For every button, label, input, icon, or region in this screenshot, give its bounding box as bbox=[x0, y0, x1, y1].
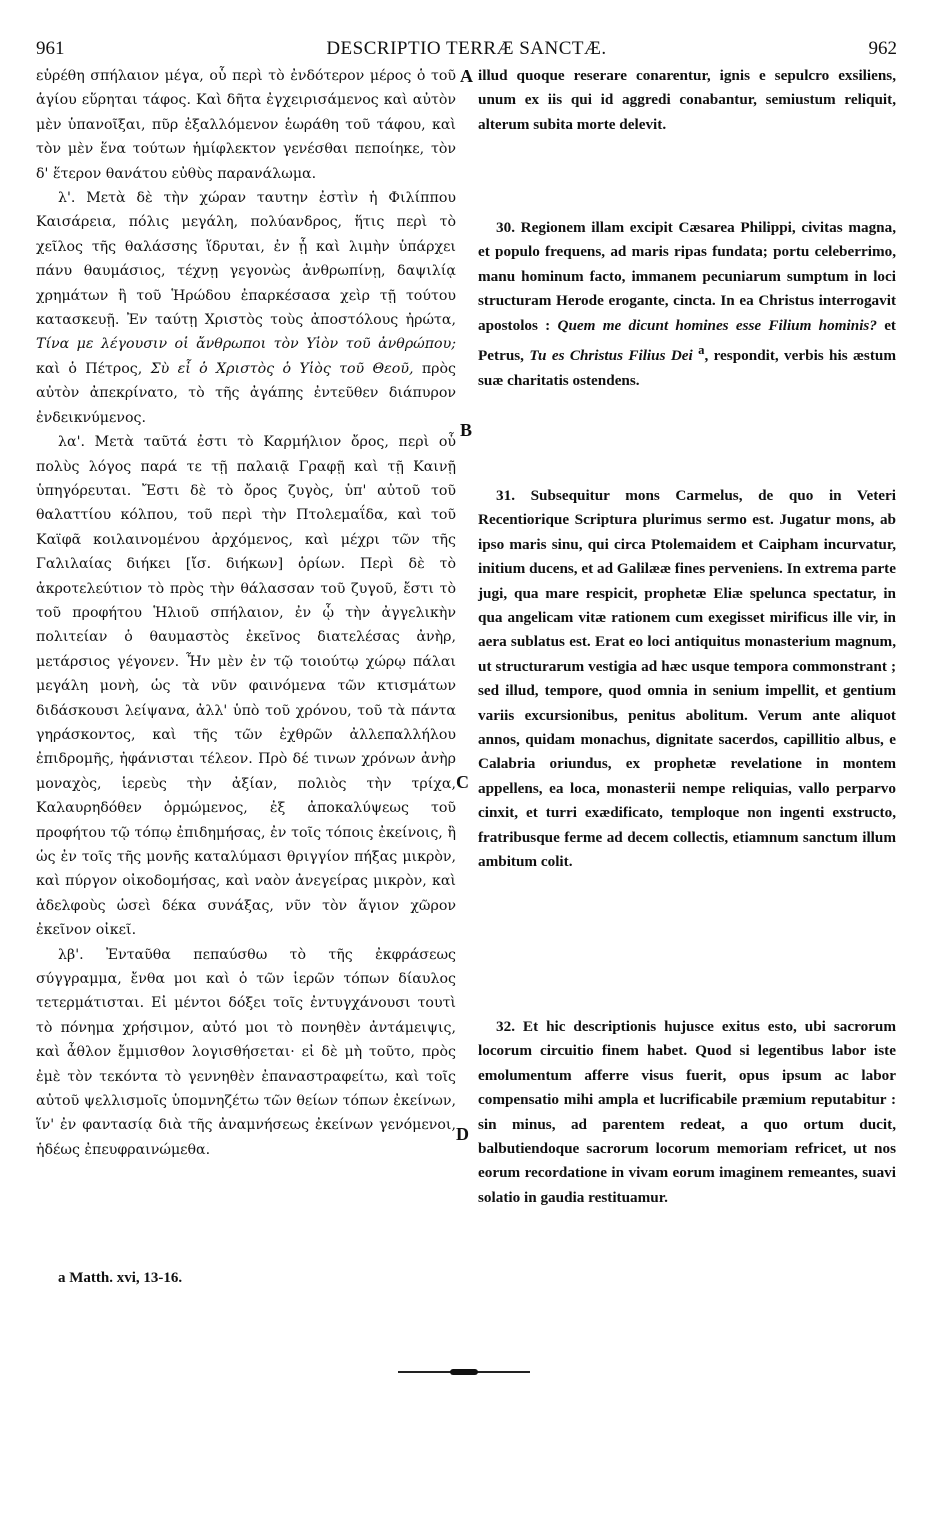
latin-continuation bbox=[478, 64, 896, 137]
latin-paragraph-continuation: illud quoque reserare conarentur, ignis e sepulcro exsiliens, unum ex iis qui id aggredi conabantur, semiustum reliquit, alterum subita morte delevit. bbox=[478, 67, 896, 133]
latin-paragraph-30 bbox=[478, 216, 896, 393]
latin-section-30 bbox=[478, 216, 896, 393]
greek-p30-text-b: καὶ ὁ Πέτρος, bbox=[36, 360, 143, 377]
ornament-dash bbox=[450, 1369, 478, 1375]
page-number-left: 961 bbox=[36, 38, 65, 59]
greek-p30-question: Τίνα με λέγουσιν οἱ ἄνθρωποι τὸν Υἱὸν τοῦ ἀνθρώπου; bbox=[36, 336, 456, 353]
margin-marker-c: C bbox=[456, 772, 469, 792]
greek-paragraph-31: λα'. Μετὰ ταῦτά ἐστι τὸ Καρμήλιον ὄρος, περὶ οὗ πολὺς λόγος παρά τε τῇ παλαιᾷ Γραφῇ καὶ τῇ Καινῇ ὑπηγόρευται. Ἔστι δὲ τὸ ὄρος ζυγὸς, ὑπ' αὐτοῦ τοῦ θαλαττίου κόλπου, τοῦ περὶ τὴν Πτολεμαΐδα, καὶ τοῦ Καϊφᾶ κοιλαινομένου ἀρχόμενος, καὶ μέχρι τῶν τῆς Γαλιλαίας διήκει [ἴσ. διήκων] ὁρίων. Περὶ δὲ τὸ ἀκροτελεύτιον τὸ πρὸς τὴν θάλασσαν τοῦ ζυγοῦ, ἔστι τὸ τοῦ προφήτου Ἡλιοῦ σπήλαιον, ἐν ᾧ τὴν ἀγγελικὴν πολιτείαν ὁ θαυμαστὸς ἐκεῖνος διατελέσας ἀνὴρ, μετάρσιος γέγονεν. Ἦν μὲν ἐν τῷ τοιούτῳ χώρῳ πάλαι μεγάλη μονὴ, ὡς τὰ νῦν φαινόμενα τῶν κτισμάτων διδάσκουσι λείψανα, ἀλλ' ὑπὸ τοῦ χρόνου, τοῦ τὰ πάντα γηράσκοντος, καὶ τῆς τῶν ἐχθρῶν ἀλλεπαλλήλου ἐπιδρομῆς, ἠφάνισται τέλεον. Πρὸ δέ τινων χρόνων ἀνὴρ μοναχὸς, ἱερεὺς τὴν ἀξίαν, πολιὸς τὴν τρίχα, Καλαυρηδόθεν ὁρμώμενος, ἐξ ἀποκαλύψεως τοῦ προφήτου τῷ τόπῳ ἐπιδημήσας, ἐν τοῖς τόποις ἐκείνοις, ἢ ὡς ἐν τοῖς τῆς μονῆς καταλύμασι θριγγίον πήξας μικρὸν, καὶ πύργον οἰκοδομήσας, καὶ ναὸν ἀνεγείρας μικρὸν, καὶ ἀδελφοὺς ὡσεὶ δέκα συνάξας, νῦν τὸν ἅγιον χῶρον ἐκεῖνον οἰκεῖ. bbox=[36, 434, 456, 939]
running-title: DESCRIPTIO TERRÆ SANCTÆ. bbox=[326, 38, 607, 59]
greek-paragraph-30 bbox=[36, 186, 456, 430]
running-header bbox=[36, 38, 897, 64]
footnote-ref: a bbox=[698, 343, 705, 358]
latin-section-31 bbox=[478, 484, 896, 875]
latin-p30-text-b: et Petrus, bbox=[478, 316, 896, 365]
margin-marker-b: B bbox=[460, 420, 473, 440]
end-ornament-rule bbox=[398, 1369, 530, 1375]
latin-section-32 bbox=[478, 1015, 896, 1210]
latin-p30-answer: Tu es Christus Filius Dei bbox=[529, 347, 693, 365]
greek-paragraph-32: λβ'. Ἐνταῦθα πεπαύσθω τὸ τῆς ἐκφράσεως σύγγραμμα, ἔνθα μοι καὶ ὁ τῶν ἱερῶν τόπων δίαυλος τετερμάτισται. Εἰ μέντοι δόξει τοῖς ἐντυγχάνουσι τουτὶ τὸ πόνημα χρήσιμον, αὐτό μοι τὸ πονηθὲν ἀντάμειψις, καὶ ἆθλον ἔμμισθον λογισθήσεται· εἰ δὲ μὴ τοῦτο, πρὸς ἐμὲ τὸν τεκόντα τὸ γεννηθὲν ἐπαναστραφείτω, καὶ τοῖς αὐτοῦ ψελλισμοῖς ὑπομνηζέτω τῶν θείων τόπων ἐκείνων, ἵν' ἐν φαντασίᾳ διὰ τῆς ἀναμνήσεως ἐκείνων γενόμενοι, ἡδέως ἐπευφραινώμεθα. bbox=[36, 946, 456, 1158]
greek-p30-text-c: πρὸς αὐτὸν ἀπεκρίνατο, τὸ τῆς ἀγάπης ἐντεῦθεν διάπυρον ἐνδεικνύμενος. bbox=[36, 360, 456, 426]
greek-paragraph-continuation: εὑρέθη σπήλαιον μέγα, οὗ περὶ τὸ ἐνδότερον μέρος ὁ τοῦ ἁγίου εὕρηται τάφος. Καὶ δῆτα ἐγχειρισάμενος καὶ αὐτὸν μὲν ὑπανοῖξαι, πῦρ ἐξαλλόμενον ἑωράθη τοῦ τάφου, καὶ τὸν μὲν ἕνα τούτων ἡμίφλεκτον γενέσθαι πεποίηκε, τὸν δ' ἕτερον θανάτου εὐθὺς παρανάλωμα. bbox=[36, 68, 456, 182]
footnote: a Matth. xvi, 13-16. bbox=[58, 1270, 183, 1286]
page-number-right: 962 bbox=[868, 38, 897, 59]
latin-paragraph-32: 32. Et hic descriptionis hujusce exitus esto, ubi sacrorum locorum circuitio finem habet. Quod si legentibus labor iste emolumentum afferre visus fuerit, opus ipsum ac labor compensatio mihi ampla et lucrificabile præmium reputabitur : sin minus, ad parentem redeat, a quo ortum ducit, balbutiendoque sacrorum locorum memoriam refricet, ut nos eorum recordatione in vivam eorum imaginem remeantes, suavi solatio in gaudia restituamur. bbox=[478, 1018, 896, 1206]
latin-p30-text-a: 30. Regionem illam excipit Cæsarea Philippi, civitas magna, et populo frequens, ad maris ripas fundata; portu celeberrimo, manu hominum facto, immanem pecuniarum sumptum in loci structuram Herode erogante, cincta. In ea Christus interrogavit apostolos : bbox=[478, 219, 896, 334]
latin-p30-text-c: , respondit, verbis his æstum suæ charitatis ostendens. bbox=[478, 347, 896, 389]
margin-marker-a: A bbox=[460, 66, 473, 86]
greek-p30-answer: Σὺ εἶ ὁ Χριστὸς ὁ Υἱὸς τοῦ Θεοῦ, bbox=[150, 360, 414, 377]
greek-column bbox=[36, 64, 456, 1162]
latin-p30-question: Quem me dicunt homines esse Filium hominis? bbox=[557, 316, 877, 334]
latin-paragraph-31: 31. Subsequitur mons Carmelus, de quo in Veteri Recentiorique Scriptura plurimus sermo est. Jugatur mons, ab ipso maris sinu, qui circa Ptolemaidem et Caipham incurvatur, initium ducens, et ad Galilææ fines perveniens. In extrema parte jugi, qua mare respicit, prophetæ Eliæ spelunca spectatur, in qua angelicam vitæ rationem cum exegisset mirificus ille vir, in aera sublatus est. Erat eo loci antiquitus monasterium magnum, ut structurarum vestigia ad hæc usque tempora commonstrant ; sed illud, tempore, quod omnia in senium impellit, et gentium variis excursionibus, penitus abolitum. Verum ante aliquot annos, quidam monachus, dignitate sacerdos, capillitio albus, e Calabria oriundus, ex prophetæ revelatione in montem appellens, ea loca, monasterii nempe reliquias, vallo perparvo cinxit, et turri exædificato, temploque non ingenti exstructo, fratribusque ferme ad decem collectis, etiamnum sanctum illum ambitum colit. bbox=[478, 487, 896, 871]
greek-p30-text-a: λ'. Μετὰ δὲ τὴν χώραν ταυτην ἐστὶν ἡ Φιλίππου Καισάρεια, πόλις μεγάλη, πολύανδρος, ἥτις περὶ τὸ χεῖλος τῆς θαλάσσης ἵδρυται, ἐν ᾗ καὶ λιμὴν ὑπάρχει πάνυ θαυμάσιος, τέχνῃ γεγονὼς ἀνθρωπίνῃ, δαψιλίᾳ χρημάτων ἢ τοῦ Ἡρώδου ἐπαρκέσασα χεὶρ τῇ τούτου κατασκευῇ. Ἐν ταύτῃ Χριστὸς τοὺς ἀποστόλους ἠρώτα, bbox=[36, 190, 456, 329]
margin-marker-d: D bbox=[456, 1124, 469, 1144]
